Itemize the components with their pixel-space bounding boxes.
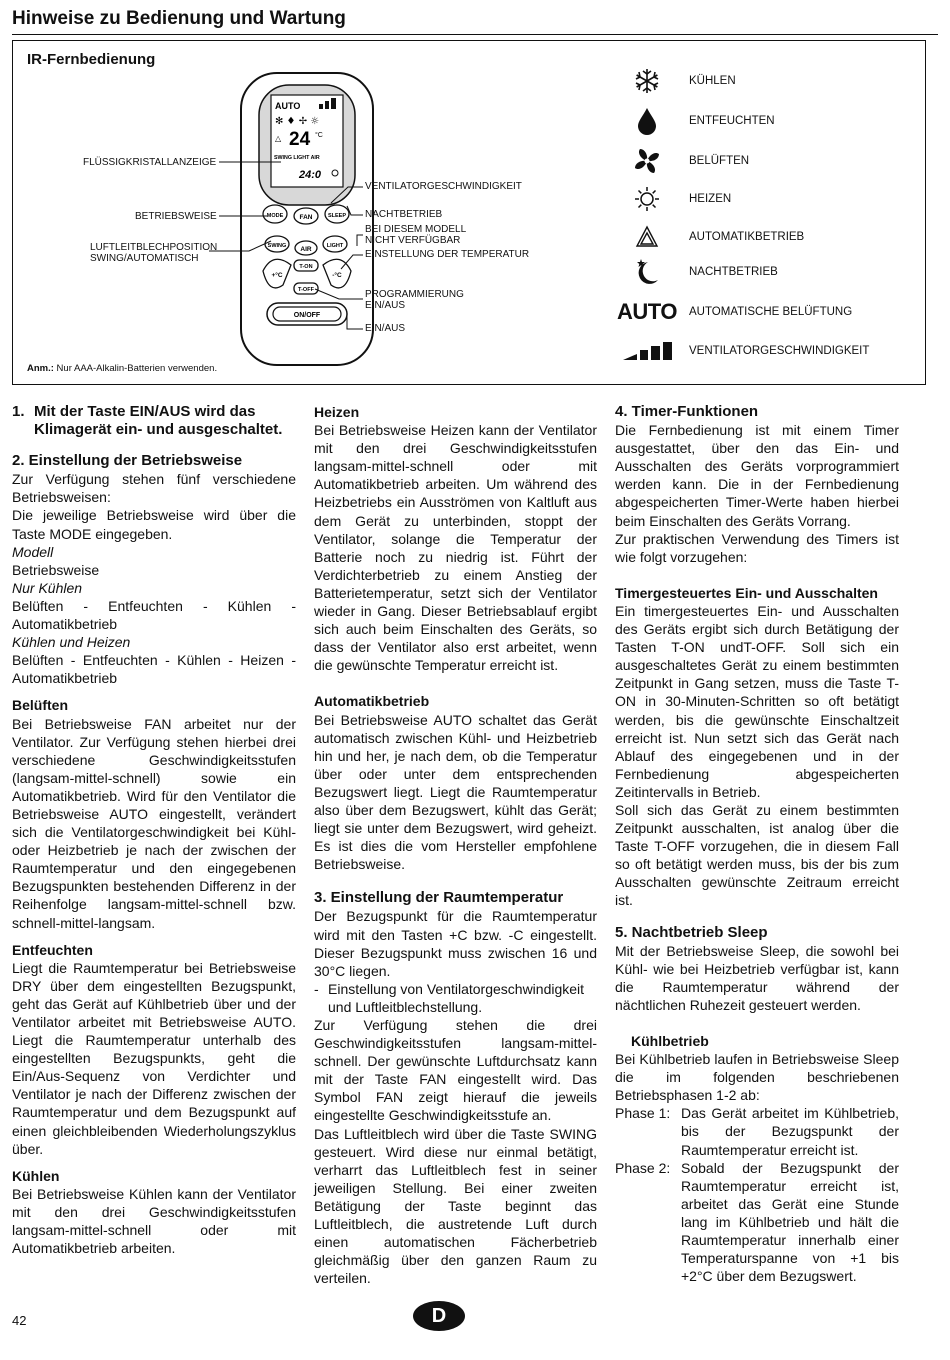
subheading-timer: Timergesteuertes Ein- und Ausschalten	[615, 584, 878, 601]
callout-on-off: EIN/AUS	[365, 323, 406, 334]
air-button[interactable]: AIR	[300, 246, 312, 253]
timer-on-button[interactable]: T-ON	[299, 264, 313, 270]
callout-night: NACHTBETRIEB	[365, 209, 443, 220]
svg-text:✻ ♦ ✢ ☼: ✻ ♦ ✢ ☼	[275, 116, 320, 127]
fan-button[interactable]: FAN	[299, 214, 313, 221]
paragraph: Die Fernbedienung ist mit einem Timer ausgestattet, über den das Ein- und Ausschalten des Geräts vorprogrammiert werden kann. Die in der Fernbedienung abgespeicherten Timer-Werte haben hierbei beim Einschalten des Geräts Vorrang.	[615, 422, 899, 529]
subheading-automatikbetrieb: Automatikbetrieb	[314, 693, 430, 710]
page-number: 42	[12, 1313, 27, 1328]
subheading-heizen: Heizen	[314, 404, 360, 420]
snowflake-icon	[617, 63, 677, 99]
svg-text:△: △	[275, 134, 282, 143]
paragraph: Belüften - Entfeuchten - Kühlen - Automatikbetrieb	[12, 597, 296, 633]
paragraph: Mit der Betriebsweise Sleep, die sowohl bei Kühl- wie bei Heizbetrieb verfügbar ist, kann die Raumtemperatur während der nächtlichen Ruhezeit gesteuert werden.	[615, 942, 899, 1013]
temp-minus-button[interactable]: -°C	[332, 272, 342, 279]
droplet-icon	[617, 103, 677, 139]
language-badge: D	[413, 1301, 465, 1331]
callout-louver: LUFTLEITBLECHPOSITION SWING/AUTOMATISCH	[90, 242, 218, 264]
fan-icon	[617, 143, 677, 179]
paragraph: Liegt die Raumtemperatur bei Betriebsweise DRY über dem eingestellten Bezugspunkt, geht das Gerät auf Kühlbetrieb über und der Ventilator arbeitet mit Betriebsweise AUTO. Liegt die Raumtemperatur unterhalb des eingestellten Bezugspunkts, geht die Ein/Aus-Sequenz von Verdichter und Ventilator je nach der Differenz zwischen der Raumtemperatur und dem Bezugspunkt auf einen gleichbleibenden Wiederholungszyklus über.	[12, 959, 296, 1157]
text-column-2	[314, 403, 597, 1287]
lcd-temp-text: 24	[289, 129, 311, 150]
battery-note: Anm.: Nur AAA-Alkalin-Batterien verwenden.	[27, 363, 218, 374]
light-button[interactable]: LIGHT	[326, 243, 344, 249]
paragraph: Belüften - Entfeuchten - Kühlen - Heizen - Automatikbetrieb	[12, 652, 296, 687]
legend-label: HEIZEN	[689, 193, 732, 205]
legend-row-cooling	[617, 63, 917, 99]
legend-row-dehumidify	[617, 103, 917, 139]
callout-not-available: BEI DIESEM MODELL NICHT VERFÜGBAR	[365, 224, 467, 246]
paragraph: Der Bezugspunkt für die Raumtemperatur wird mit den Tasten +C bzw. -C eingestellt. Dieser Bezugspunkt muss zwischen 16 und 30°C liegen.	[314, 908, 597, 979]
moon-icon	[617, 254, 677, 290]
legend-label: ENTFEUCHTEN	[689, 115, 775, 127]
legend-row-night	[617, 254, 917, 290]
paragraph: Bei Betriebsweise Kühlen kann der Ventilator mit den drei Geschwindigkeitsstufen langsam-mittel-schnell oder mit Automatikbetrieb arbeiten.	[12, 1185, 296, 1257]
paragraph: Bei Kühlbetrieb laufen in Betriebsweise Sleep die im folgenden beschriebenen Betriebsphasen 1-2 ab:	[615, 1051, 899, 1104]
label-nur-kuehlen: Nur Kühlen	[12, 579, 83, 596]
auto-text-icon	[617, 294, 677, 330]
speed-bars-icon	[617, 333, 677, 369]
subheading-kuehlbetrieb: Kühlbetrieb	[631, 1033, 709, 1049]
subheading-entfeuchten: Entfeuchten	[12, 941, 93, 958]
swing-button[interactable]: SWING	[267, 243, 287, 249]
legend-label: AUTOMATIKBETRIEB	[689, 231, 805, 243]
callout-lcd: FLÜSSIGKRISTALLANZEIGE	[83, 157, 217, 168]
lcd-swing-text: SWING LIGHT AIR	[274, 155, 320, 161]
mode-button[interactable]: MODE	[266, 213, 284, 219]
legend-label: NACHTBETRIEB	[689, 266, 778, 278]
sun-icon	[617, 181, 677, 217]
paragraph: Zur Verfügung stehen die drei Geschwindigkeitsstufen langsam-mittel-schnell. Der gewünschte Luftdurchsatz kann mit der Taste FAN eingestellt wird. Das Symbol FAN zeigt hierauf die jeweils eingestellte Geschwindigkeitsstufe an.	[314, 1017, 597, 1124]
ir-title: IR-Fernbedienung	[27, 51, 156, 68]
legend-label: BELÜFTEN	[689, 155, 750, 167]
section-4-title: 4. Timer-Funktionen	[615, 403, 759, 420]
section-5-title: 5. Nachtbetrieb Sleep	[615, 923, 768, 941]
callout-lines	[13, 41, 373, 341]
legend-row-fan	[617, 143, 917, 179]
triangle-icon	[617, 219, 677, 255]
lcd-auto-text: AUTO	[275, 101, 301, 111]
subheading-belueften: Belüften	[12, 697, 68, 714]
text-column-1	[12, 403, 296, 1257]
on-off-button[interactable]: ON/OFF	[293, 312, 321, 319]
text-column-3	[615, 403, 899, 1285]
title-divider	[12, 34, 938, 35]
label-betriebsweise: Betriebsweise	[12, 561, 100, 578]
paragraph: Bei Betriebsweise FAN arbeitet nur der Ventilator. Zur Verfügung stehen hierbei drei verschiedene Geschwindigkeitsstufen (langsam-mittel-schnell) sowie ein Automatikbetrieb. Wird für den Ventilator die Betriebsweise AUTO eingestellt, verändert sich die Ventilatorgeschwindigkeit bei Kühl- oder Heizbetrieb je nach der zwischen der Raumtemperatur und den eingegebenen Bezugspunkten bestehenden Differenz in der Reihenfolge langsam-mittel-schnell bzw. schnell-mittel-langsam.	[12, 715, 296, 931]
callout-fanspeed: VENTILATORGESCHWINDIGKEIT	[365, 181, 522, 192]
legend-row-heating	[617, 181, 917, 217]
section-2-title: 2. Einstellung der Betriebsweise	[12, 452, 243, 470]
callout-mode: BETRIEBSWEISE	[135, 211, 217, 222]
paragraph: Bei Betriebsweise AUTO schaltet das Gerät automatisch zwischen Kühl- und Heizbetrieb hin und her, je nach dem, ob die Temperatur über oder unter dem entsprechenden Bezugswert liegt. Liegt die Raumtemperatur also über dem Bezugswert, kühlt das Gerät; liegt sie unter dem Bezugswert, wird geheizt. Es ist dies die vom Hersteller empfohlene Betriebsweise.	[314, 711, 597, 873]
legend-row-auto	[617, 219, 917, 255]
timer-off-button[interactable]: T-OFF	[298, 287, 314, 293]
dash-item: - Einstellung von Ventilatorgeschwindigkeit und Luftleitblechstellung.	[314, 980, 585, 1015]
ir-remote-panel	[12, 40, 926, 385]
paragraph: Zur Verfügung stehen fünf verschiedene Betriebsweisen:	[12, 471, 296, 506]
paragraph: Die jeweilige Betriebsweise wird über die Taste MODE eingegeben.	[12, 507, 296, 542]
paragraph: Ein timergesteuertes Ein- und Ausschalten des Geräts ergibt sich durch Betätigung der Tasten T-ON undT-OFF. Soll sich ein ausgeschaltetes Gerät zu einem bestimmten Zeitpunkt in Gang setzen, muss die Taste T-ON in 30-Minuten-Schritten so oft betätigt werden, bis die gewünschte Einschaltzeit erreicht ist. Nun setzt sich das Gerät nach Ablauf des eingegebenen und in der Fernbedienung abgespeicherten Zeitintervalls in Betrieb.	[615, 602, 899, 800]
legend-label: VENTILATORGESCHWINDIGKEIT	[689, 345, 870, 357]
label-modell: Modell	[12, 543, 54, 560]
legend-label: AUTOMATISCHE BELÜFTUNG	[689, 306, 853, 318]
legend-row-fan-speed	[617, 333, 917, 369]
callout-temperature: EINSTELLUNG DER TEMPERATUR	[365, 249, 530, 260]
lcd-time-text: 24:0	[299, 169, 322, 181]
callout-programming: PROGRAMMIERUNG EIN/AUS	[365, 289, 464, 311]
paragraph: Zur praktischen Verwendung des Timers ist wie folgt vorzugehen:	[615, 530, 899, 565]
page-title: Hinweise zu Bedienung und Wartung	[12, 8, 346, 29]
phase-item: Phase 1: Das Gerät arbeitet im Kühlbetrieb, bis der Bezugspunkt der Raumtemperatur erreicht ist.	[615, 1105, 899, 1158]
section-3-title: 3. Einstellung der Raumtemperatur	[314, 889, 564, 907]
paragraph: Das Luftleitblech wird über die Taste SWING gesteuert. Wird diese nur einmal betätigt, verharrt das Luftleitblech fest in seiner jeweiligen Stellung. Bei einer zweiten Betätigung der Taste beginnt das Luftleitblech, die austretende Luft durch einen automatischen Fächerbetrieb gleichmäßig über den ganzen Raum zu verteilen.	[314, 1125, 597, 1287]
phase-item: Phase 2: Sobald der Bezugspunkt der Raumtemperatur erreicht ist, arbeitet das Gerät eine Stunde lang im Kühlbetrieb und hält die Raumtemperatur innerhalb einer Temperaturspanne von +1 bis +2°C über dem Bezugswert.	[615, 1159, 899, 1285]
label-kuehlen-heizen: Kühlen und Heizen	[12, 634, 131, 651]
section-1-title: 1. Mit der Taste EIN/AUS wird das Klimagerät ein- und ausgeschaltet.	[12, 403, 283, 439]
legend-row-auto-fan	[617, 294, 917, 330]
sleep-button[interactable]: SLEEP	[327, 213, 347, 219]
legend-label: KÜHLEN	[689, 75, 736, 87]
subheading-kuehlen: Kühlen	[12, 1167, 60, 1184]
auto-icon-text: AUTO	[617, 299, 677, 324]
temp-plus-button[interactable]: +°C	[271, 272, 283, 279]
paragraph: Bei Betriebsweise Heizen kann der Ventilator mit den drei Geschwindigkeitsstufen langsam-mittel-schnell oder mit Automatikbetrieb arbeiten. Um während des Heizbetriebs ein Ausströmen von Kaltluft aus dem Gerät zu unterbinden, stoppt der Ventilator, solange die Temperatur der Batterie noch zu niedrig ist. Führt der Verdichterbetrieb zu einem Anstieg der Batterietemperatur, setzt sich der Ventilator wieder in Gang. Dieser Betriebsablauf ergibt sich auch beim Einschalten des Geräts, so dass der Ventilator also erst arbeitet, wenn die gewünschte Temperatur erreicht ist.	[314, 422, 597, 674]
paragraph: Soll sich das Gerät zu einem bestimmten Zeitpunkt ausschalten, ist analog über die Taste T-OFF vorzugehen, die in diesem Fall so oft betätigt werden muss, bis der bis zum Ausschalten gewünschte Zeitraum erreicht ist.	[615, 801, 899, 909]
svg-text:°C: °C	[315, 132, 323, 139]
